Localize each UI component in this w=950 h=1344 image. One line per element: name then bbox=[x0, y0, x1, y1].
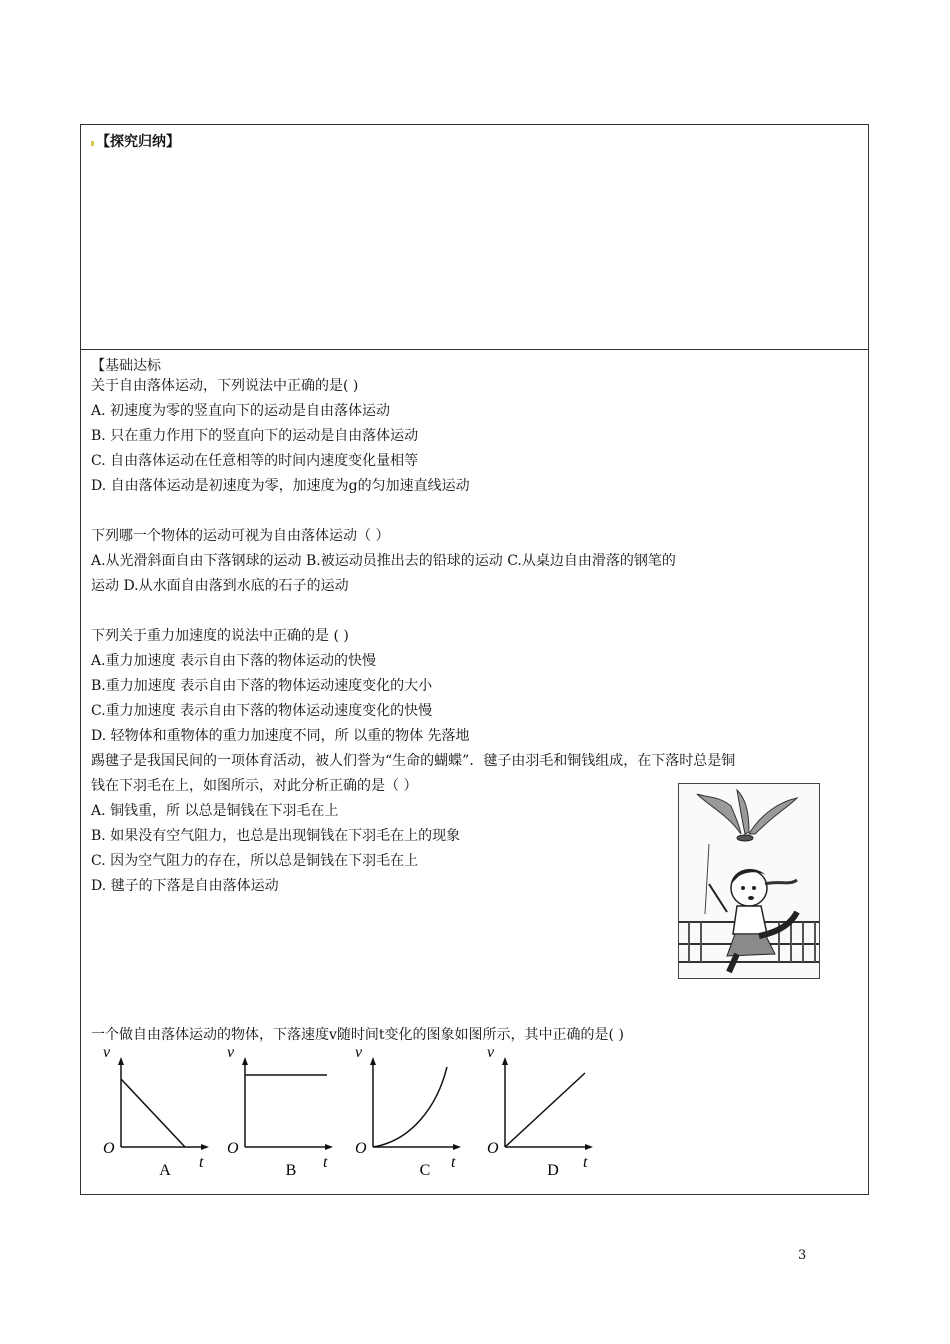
v-axis-label: v bbox=[103, 1044, 111, 1061]
worksheet-table bbox=[80, 124, 869, 1195]
v-axis-label: v bbox=[227, 1044, 235, 1061]
graph-a-label: A bbox=[159, 1162, 171, 1177]
graph-b bbox=[223, 1027, 333, 1177]
origin-label: O bbox=[227, 1140, 239, 1157]
t-axis-arrow bbox=[453, 1144, 461, 1150]
highlight-mark bbox=[91, 141, 94, 146]
q1-stem: 关于自由落体运动，下列说法中正确的是( ) bbox=[91, 378, 359, 394]
q2-options-line1: A.从光滑斜面自由下落钢球的运动 B.被运动员推出去的铅球的运动 C.从桌边自由滑落的钢笔的 bbox=[91, 553, 676, 569]
v-axis-arrow bbox=[242, 1057, 248, 1065]
q1-option-c: C. 自由落体运动在任意相等的时间内速度变化量相等 bbox=[91, 453, 419, 469]
t-axis-label: t bbox=[583, 1154, 588, 1171]
graph-d bbox=[483, 1027, 593, 1177]
t-axis-arrow bbox=[585, 1144, 593, 1150]
q3-option-b: B.重力加速度 表示自由下落的物体运动速度变化的大小 bbox=[91, 678, 433, 694]
graph-d-label: D bbox=[547, 1162, 559, 1177]
graph-c bbox=[351, 1027, 461, 1177]
v-axis-arrow bbox=[370, 1057, 376, 1065]
t-axis-label: t bbox=[451, 1154, 456, 1171]
graph-c-curve bbox=[373, 1067, 447, 1147]
girl-kicking-shuttlecock-drawing bbox=[679, 784, 819, 978]
t-axis-arrow bbox=[325, 1144, 333, 1150]
q4-stem-line2: 钱在下羽毛在上，如图所示，对此分析正确的是（ ） bbox=[91, 778, 418, 794]
shuttlecock-kicking-illustration bbox=[678, 783, 820, 979]
basic-heading: 【基础达标 bbox=[91, 358, 161, 374]
graph-b-label: B bbox=[285, 1162, 297, 1177]
q5-stem: 一个做自由落体运动的物体，下落速度v随时间t变化的图象如图所示，其中正确的是( ) bbox=[91, 1027, 624, 1043]
graph-d-line bbox=[505, 1073, 585, 1147]
q1-option-a: A. 初速度为零的竖直向下的运动是自由落体运动 bbox=[91, 403, 391, 419]
origin-label: O bbox=[487, 1140, 499, 1157]
t-axis-label: t bbox=[199, 1154, 204, 1171]
explore-heading: 【探究归纳】 bbox=[91, 131, 180, 151]
q3-option-d: D. 轻物体和重物体的重力加速度不同，所 以重的物体 先落地 bbox=[91, 728, 470, 744]
q3-option-a: A.重力加速度 表示自由下落的物体运动的快慢 bbox=[91, 653, 377, 669]
t-axis-label: t bbox=[323, 1154, 328, 1171]
graph-a bbox=[99, 1027, 209, 1177]
q1-option-d: D. 自由落体运动是初速度为零，加速度为g的匀加速直线运动 bbox=[91, 478, 470, 494]
q3-stem: 下列关于重力加速度的说法中正确的是 ( ) bbox=[91, 628, 349, 644]
origin-label: O bbox=[103, 1140, 115, 1157]
v-axis-arrow bbox=[118, 1057, 124, 1065]
q4-stem-line1: 踢毽子是我国民间的一项体育活动，被人们誉为“生命的蝴蝶”．毽子由羽毛和铜钱组成，在下落时总是铜 bbox=[91, 753, 736, 769]
graph-a-line bbox=[121, 1079, 185, 1147]
t-axis-arrow bbox=[201, 1144, 209, 1150]
table-divider bbox=[81, 349, 868, 350]
q4-option-a: A. 铜钱重，所 以总是铜钱在下羽毛在上 bbox=[91, 803, 339, 819]
origin-label: O bbox=[355, 1140, 367, 1157]
q1-option-b: B. 只在重力作用下的竖直向下的运动是自由落体运动 bbox=[91, 428, 419, 444]
q4-option-b: B. 如果没有空气阻力，也总是出现铜钱在下羽毛在上的现象 bbox=[91, 828, 461, 844]
q4-option-d: D. 毽子的下落是自由落体运动 bbox=[91, 878, 279, 894]
q2-stem: 下列哪一个物体的运动可视为自由落体运动（ ） bbox=[91, 528, 390, 544]
q4-option-c: C. 因为空气阻力的存在，所以总是铜钱在下羽毛在上 bbox=[91, 853, 419, 869]
q3-option-c: C.重力加速度 表示自由下落的物体运动速度变化的快慢 bbox=[91, 703, 433, 719]
q2-options-line2: 运动 D.从水面自由落到水底的石子的运动 bbox=[91, 578, 349, 594]
page-number: 3 bbox=[798, 1248, 807, 1263]
v-axis-label: v bbox=[355, 1044, 363, 1061]
v-axis-arrow bbox=[502, 1057, 508, 1065]
v-axis-label: v bbox=[487, 1044, 495, 1061]
graph-c-label: C bbox=[419, 1162, 431, 1177]
